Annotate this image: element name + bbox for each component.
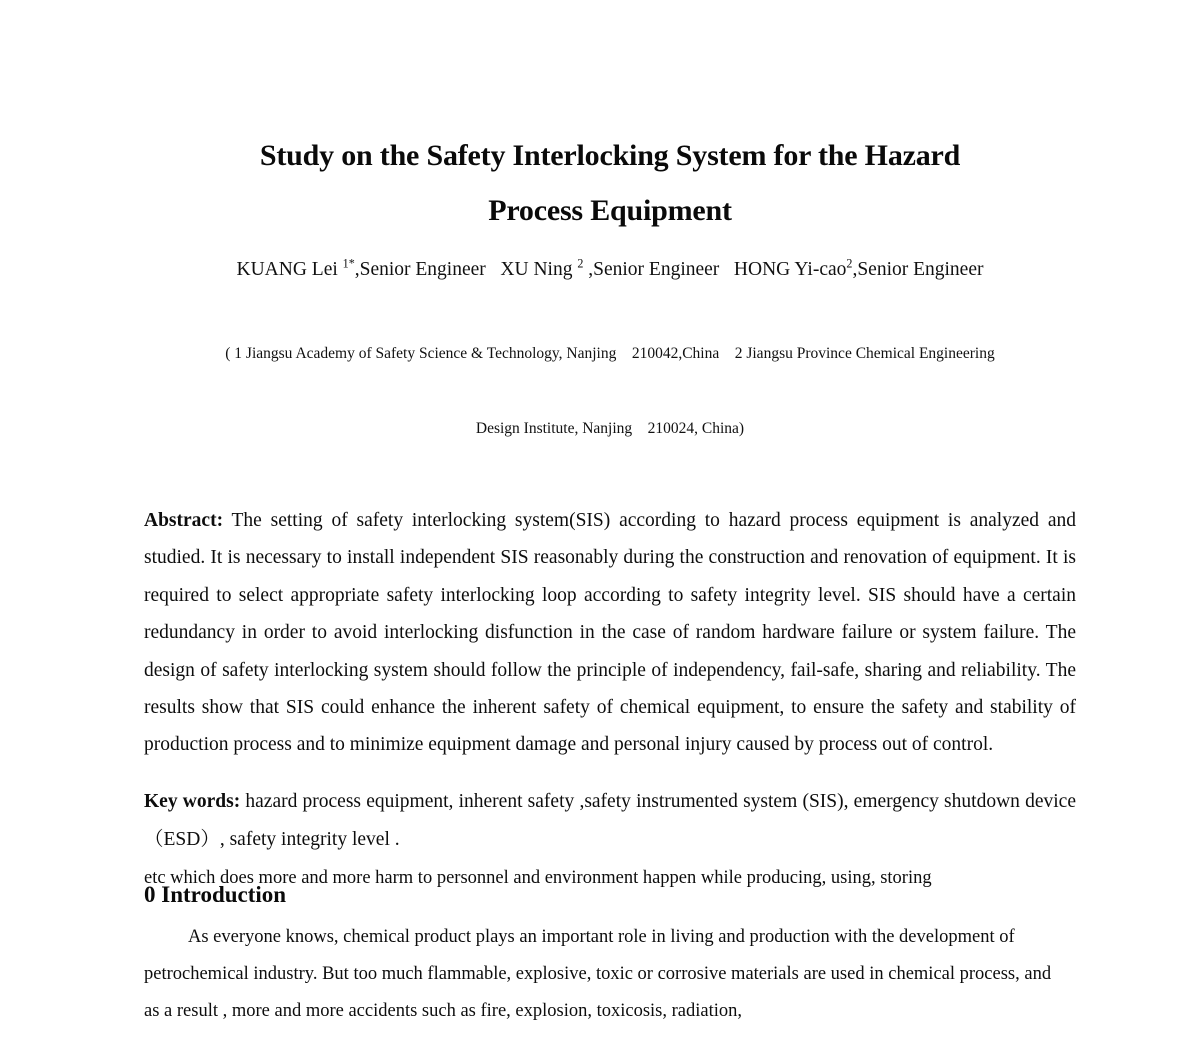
abstract-paragraph bbox=[144, 502, 1076, 764]
affiliation-line-1: ( 1 Jiangsu Academy of Safety Science & Technology, Nanjing 210042,China 2 Jiangsu Province Chemical Engineering bbox=[225, 345, 995, 362]
author-1-superscript: 1* bbox=[342, 256, 355, 271]
affiliation-line-2: Design Institute, Nanjing 210024, China) bbox=[475, 420, 745, 437]
author-2-superscript: 2 bbox=[577, 256, 584, 271]
keywords-text: hazard process equipment, inherent safety ,safety instrumented system (SIS), emergency shutdown device（ESD）, safety integrity level . bbox=[144, 791, 1076, 850]
abstract-label: Abstract: bbox=[144, 510, 224, 531]
title-line-2: Process Equipment bbox=[488, 194, 732, 227]
section-heading-introduction: 0 Introduction bbox=[144, 881, 287, 907]
abstract-text: The setting of safety interlocking system(SIS) according to hazard process equipment is analyzed and studied. It is necessary to install independent SIS reasonably during the construction and renovation of equipment. It is required to select appropriate safety interlocking loop according to safety integrity level. SIS should have a certain redundancy in order to avoid interlocking disfunction in the case of random hardware failure or system failure. The design of safety interlocking system should follow the principle of independency, fail-safe, sharing and reliability. The results show that SIS could enhance the inherent safety of chemical equipment, to ensure the safety and stability of production process and to minimize equipment damage and personal injury caused by process out of control. bbox=[144, 510, 1076, 756]
title-line-1: Study on the Safety Interlocking System for the Hazard bbox=[259, 139, 961, 172]
keywords-label: Key words: bbox=[144, 791, 241, 813]
author-3-superscript: 2 bbox=[846, 256, 853, 271]
clipped-line-text: etc which does more and more harm to personnel and environment happen while producing, using, storing bbox=[144, 868, 932, 888]
author-line: KUANG Lei $^{1*}$,Senior Engineer XU Ning $^2$ ,Senior Engineer HONG Yi-cao$^2$,Senior Engineer bbox=[236, 256, 984, 280]
affiliation-block bbox=[144, 291, 1076, 491]
paper-title bbox=[144, 128, 1076, 238]
introduction-paragraph: As everyone knows, chemical product plays an important role in living and production with the development of petrochemical industry. But too much flammable, explosive, toxic or corrosive materials are used in chemical process, and as a result , more and more accidents such as fire, explosion, toxicosis, radiation, bbox=[144, 926, 1052, 1021]
keywords-paragraph bbox=[144, 783, 1076, 858]
